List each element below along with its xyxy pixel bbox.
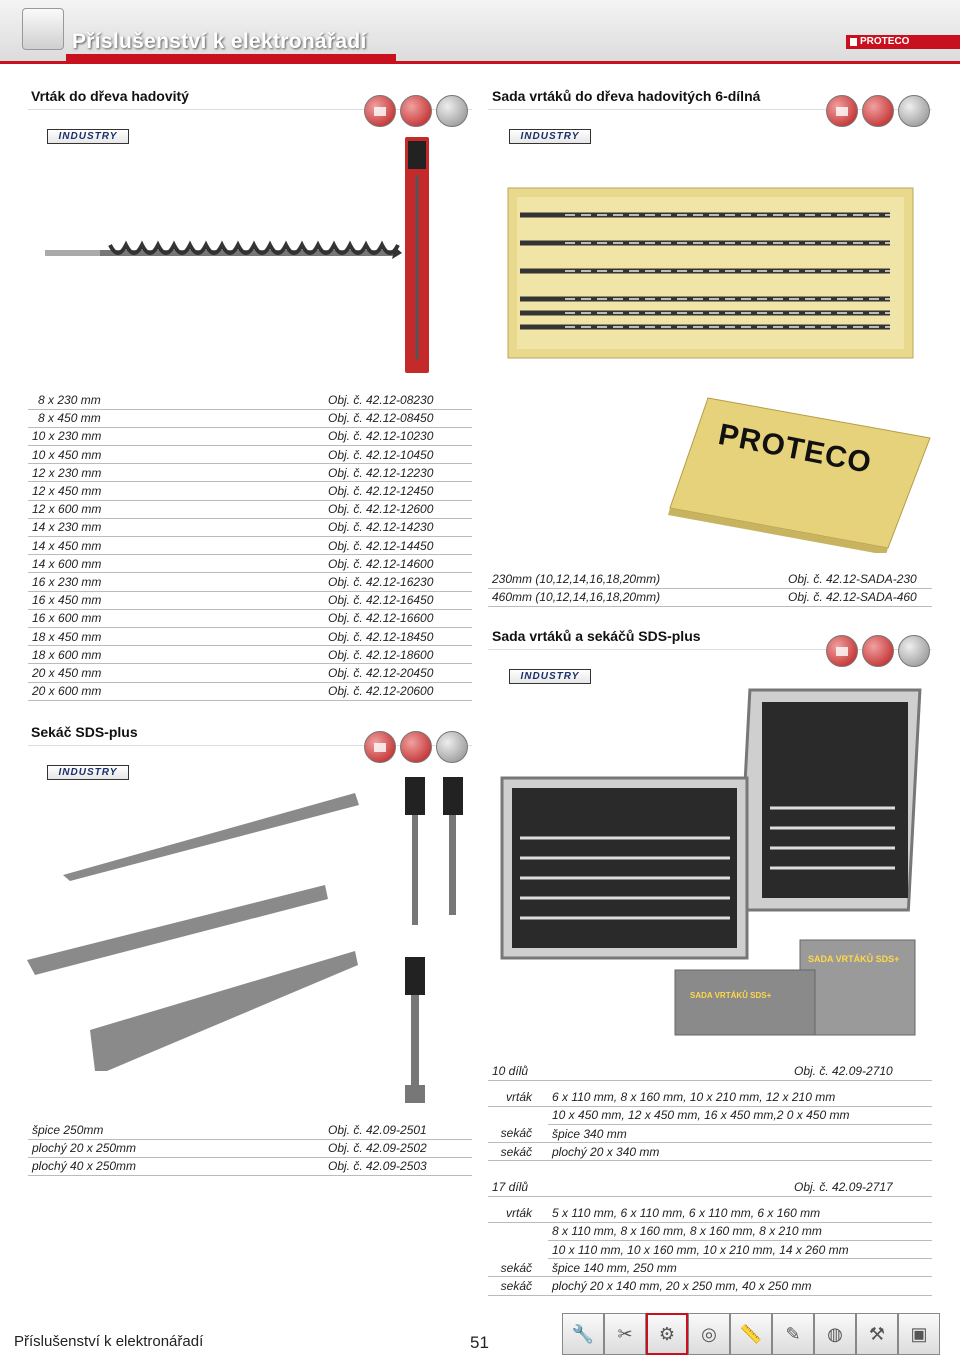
auger-bit-image — [40, 135, 460, 375]
spec-cell: 6 x 110 mm, 8 x 160 mm, 10 x 210 mm, 12 x 210 mm — [548, 1088, 932, 1106]
wood-material-icon — [364, 95, 396, 127]
size-cell: 460mm (10,12,14,16,18,20mm) — [488, 588, 784, 606]
size-cell: 14 x 230 mm — [28, 518, 324, 536]
size-cell: 14 x 600 mm — [28, 555, 324, 573]
order-number-cell: Obj. č. 42.09-2501 — [324, 1121, 472, 1139]
section-title: Sada vrtáků a sekáčů SDS-plus — [492, 628, 701, 644]
table-row — [488, 1204, 932, 1222]
pliers-icon[interactable]: ✂ — [604, 1313, 646, 1355]
chisels-image — [25, 775, 475, 1110]
section-title: Vrták do dřeva hadovitý — [31, 88, 189, 104]
storage-icon[interactable]: ▣ — [898, 1313, 940, 1355]
table-row — [28, 664, 472, 682]
order-number-cell: Obj. č. 42.12-12600 — [324, 500, 472, 518]
hose-icon[interactable]: ◍ — [814, 1313, 856, 1355]
set6-table — [488, 570, 932, 607]
order-number-cell: Obj. č. 42.12-14600 — [324, 555, 472, 573]
order-number-cell: Obj. č. 42.12-10230 — [324, 427, 472, 445]
order-number-cell: Obj. č. 42.12-18600 — [324, 646, 472, 664]
spec-cell: 8 x 110 mm, 8 x 160 mm, 8 x 160 mm, 8 x 210 mm — [548, 1222, 932, 1240]
spec-cell: 10 x 450 mm, 12 x 450 mm, 16 x 450 mm,2 0 x 450 mm — [548, 1106, 932, 1124]
page-header — [0, 0, 960, 64]
order-number-cell: Obj. č. 42.12-12450 — [324, 482, 472, 500]
brand-logo: PROTECO — [846, 35, 960, 49]
spacer-row — [488, 1080, 932, 1088]
table-row — [28, 627, 472, 645]
size-cell: 16 x 600 mm — [28, 609, 324, 627]
hammer-drill-icon — [862, 635, 894, 667]
table-row — [28, 646, 472, 664]
size-cell: 12 x 230 mm — [28, 464, 324, 482]
spec-cell: 5 x 110 mm, 6 x 110 mm, 6 x 110 mm, 6 x 160 mm — [548, 1204, 932, 1222]
type-cell: vrták — [488, 1204, 548, 1222]
order-number-cell: Obj. č. 42.12-20600 — [324, 682, 472, 700]
table-row — [488, 1143, 932, 1161]
sds-set10-table — [488, 1062, 932, 1161]
table-row — [28, 555, 472, 573]
set-header-row — [488, 1178, 932, 1196]
spec-cell: špice 340 mm — [548, 1125, 932, 1143]
power-tools-icon[interactable]: ⚙ — [646, 1313, 688, 1355]
size-cell: špice 250mm — [28, 1121, 324, 1139]
feature-badges — [364, 95, 468, 129]
table-row — [488, 1088, 932, 1106]
type-cell — [488, 1222, 548, 1240]
order-number-cell: Obj. č. 42.12-16600 — [324, 609, 472, 627]
sds-set17-table — [488, 1178, 932, 1296]
sds-cases-image — [500, 688, 930, 1043]
table-row — [28, 609, 472, 627]
set-name: 17 dílů — [488, 1178, 790, 1196]
order-number-cell: Obj. č. 42.12-SADA-460 — [784, 588, 932, 606]
size-cell: plochý 20 x 250mm — [28, 1139, 324, 1157]
type-cell — [488, 1106, 548, 1124]
set-header-row — [488, 1062, 932, 1080]
table-row — [488, 1241, 932, 1259]
table-row — [488, 588, 932, 606]
order-number-cell: Obj. č. 42.12-18450 — [324, 627, 472, 645]
table-row — [28, 427, 472, 445]
table-row — [28, 482, 472, 500]
table-row — [28, 573, 472, 591]
size-cell: 230mm (10,12,14,16,18,20mm) — [488, 570, 784, 588]
size-cell: 18 x 450 mm — [28, 627, 324, 645]
size-cell: 16 x 230 mm — [28, 573, 324, 591]
feature-badges — [826, 635, 930, 669]
page-number: 51 — [470, 1333, 489, 1352]
spacer-row — [488, 1196, 932, 1204]
industry-badge: INDUSTRY — [509, 669, 591, 684]
size-cell: 20 x 450 mm — [28, 664, 324, 682]
table-row — [28, 518, 472, 536]
case-logo: PROTECO — [715, 418, 875, 481]
size-cell: 14 x 450 mm — [28, 537, 324, 555]
order-number-cell: Obj. č. 42.09-2503 — [324, 1157, 472, 1175]
table-row — [488, 1222, 932, 1240]
industry-badge: INDUSTRY — [509, 129, 591, 144]
wood-drill-icon — [862, 95, 894, 127]
type-cell — [488, 1241, 548, 1259]
type-cell: sekáč — [488, 1259, 548, 1277]
sds-shank-icon — [436, 731, 468, 763]
section-title: Sekáč SDS-plus — [31, 724, 138, 740]
size-cell: plochý 40 x 250mm — [28, 1157, 324, 1175]
feature-badges — [364, 731, 468, 765]
table-row — [28, 1157, 472, 1175]
size-cell: 20 x 600 mm — [28, 682, 324, 700]
table-row — [28, 1121, 472, 1139]
table-row — [28, 464, 472, 482]
set-code: Obj. č. 42.09-2710 — [790, 1062, 932, 1080]
knife-icon[interactable]: ✎ — [772, 1313, 814, 1355]
screwdriver-icon[interactable]: ⚒ — [856, 1313, 898, 1355]
order-number-cell: Obj. č. 42.12-10450 — [324, 446, 472, 464]
wrench-icon[interactable]: 🔧 — [562, 1313, 604, 1355]
size-cell: 10 x 450 mm — [28, 446, 324, 464]
order-number-cell: Obj. č. 42.12-12230 — [324, 464, 472, 482]
set-name: 10 dílů — [488, 1062, 790, 1080]
category-nav — [562, 1313, 940, 1355]
table-row — [488, 1125, 932, 1143]
order-number-cell: Obj. č. 42.12-08450 — [324, 409, 472, 427]
order-number-cell: Obj. č. 42.12-16450 — [324, 591, 472, 609]
size-cell: 12 x 600 mm — [28, 500, 324, 518]
sds-shank-icon — [898, 635, 930, 667]
footer-title: Příslušenství k elektronářadí — [14, 1333, 204, 1350]
type-cell: sekáč — [488, 1125, 548, 1143]
wood-material-icon — [826, 95, 858, 127]
order-number-cell: Obj. č. 42.12-16230 — [324, 573, 472, 591]
table-row — [28, 500, 472, 518]
length-icon — [898, 95, 930, 127]
industry-badge: INDUSTRY — [47, 765, 129, 780]
spec-cell: plochý 20 x 140 mm, 20 x 250 mm, 40 x 250 mm — [548, 1277, 932, 1295]
order-number-cell: Obj. č. 42.12-08230 — [324, 391, 472, 409]
chisel-table — [28, 1121, 472, 1176]
concrete-material-icon — [364, 731, 396, 763]
table-row — [28, 409, 472, 427]
order-number-cell: Obj. č. 42.12-20450 — [324, 664, 472, 682]
size-cell: 8 x 450 mm — [28, 409, 324, 427]
section-title: Sada vrtáků do dřeva hadovitých 6-dílná — [492, 88, 761, 104]
table-row — [28, 1139, 472, 1157]
page-title: Příslušenství k elektronářadí — [72, 30, 367, 53]
size-cell: 12 x 450 mm — [28, 482, 324, 500]
sanding-icon[interactable]: ◎ — [688, 1313, 730, 1355]
case-label: SADA VRTÁKŮ SDS+ — [808, 954, 900, 964]
hammer-drill-icon — [400, 731, 432, 763]
type-cell: vrták — [488, 1088, 548, 1106]
type-cell: sekáč — [488, 1143, 548, 1161]
measuring-icon[interactable]: 📏 — [730, 1313, 772, 1355]
size-cell: 16 x 450 mm — [28, 591, 324, 609]
type-cell: sekáč — [488, 1277, 548, 1295]
order-number-cell: Obj. č. 42.12-14450 — [324, 537, 472, 555]
table-row — [488, 1106, 932, 1124]
feature-badges — [826, 95, 930, 129]
table-row — [488, 1277, 932, 1295]
table-row — [28, 446, 472, 464]
order-number-cell: Obj. č. 42.09-2502 — [324, 1139, 472, 1157]
concrete-material-icon — [826, 635, 858, 667]
length-icon — [436, 95, 468, 127]
order-number-cell: Obj. č. 42.12-SADA-230 — [784, 570, 932, 588]
table-row — [28, 391, 472, 409]
table-row — [28, 591, 472, 609]
table-row — [488, 570, 932, 588]
spec-cell: 10 x 110 mm, 10 x 160 mm, 10 x 210 mm, 14 x 260 mm — [548, 1241, 932, 1259]
header-accent-bar — [66, 54, 396, 61]
table-row — [28, 537, 472, 555]
wooden-case-open-image — [505, 185, 935, 365]
table-row — [488, 1259, 932, 1277]
set-code: Obj. č. 42.09-2717 — [790, 1178, 932, 1196]
auger-table — [28, 391, 472, 701]
spec-cell: plochý 20 x 340 mm — [548, 1143, 932, 1161]
size-cell: 8 x 230 mm — [28, 391, 324, 409]
tool-logo-icon — [22, 8, 64, 50]
wood-drill-icon — [400, 95, 432, 127]
case-label-small: SADA VRTÁKŮ SDS+ — [690, 991, 772, 1000]
spec-cell: špice 140 mm, 250 mm — [548, 1259, 932, 1277]
industry-badge: INDUSTRY — [47, 129, 129, 144]
size-cell: 18 x 600 mm — [28, 646, 324, 664]
table-row — [28, 682, 472, 700]
wooden-case-closed-image — [668, 393, 933, 553]
order-number-cell: Obj. č. 42.12-14230 — [324, 518, 472, 536]
size-cell: 10 x 230 mm — [28, 427, 324, 445]
